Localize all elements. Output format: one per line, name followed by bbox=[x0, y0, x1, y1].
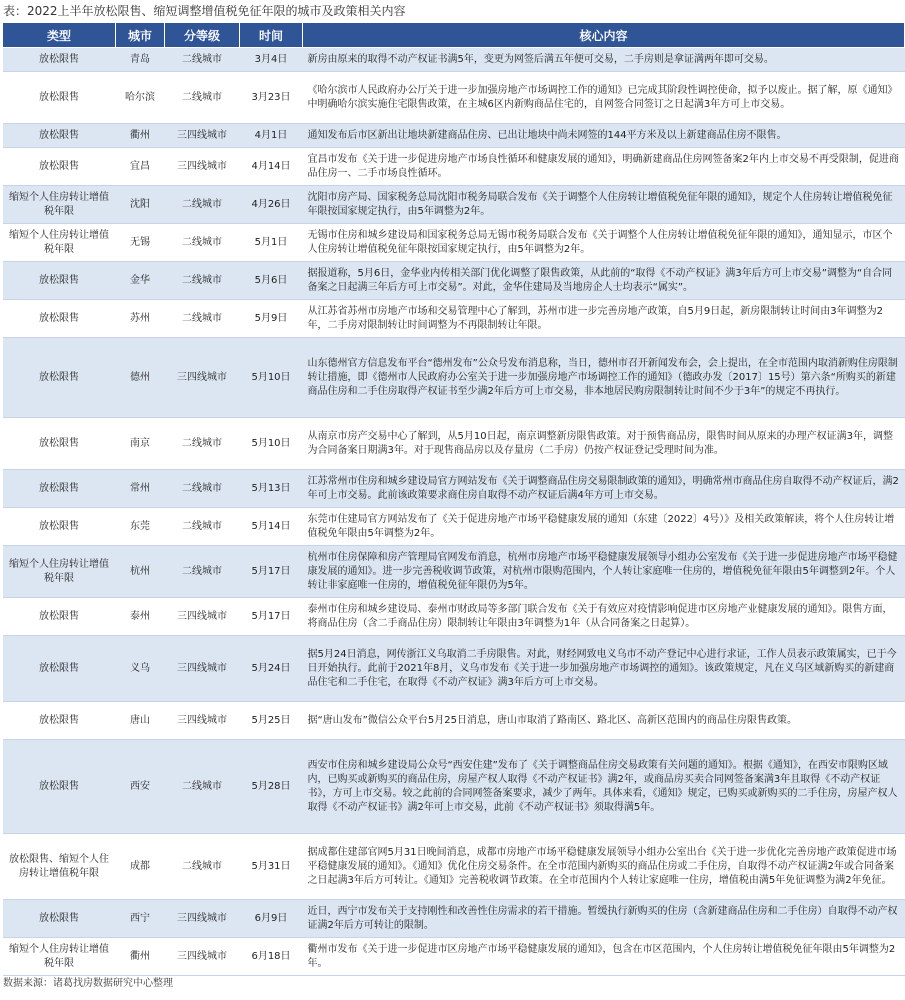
table-row bbox=[3, 338, 905, 418]
cell-type: 放松限售 bbox=[3, 470, 116, 508]
table-row bbox=[3, 636, 905, 702]
cell-city: 东莞 bbox=[116, 508, 165, 546]
cell-tier: 二线城市 bbox=[165, 186, 240, 224]
table-row bbox=[3, 300, 905, 338]
table-title: 表：2022上半年放松限售、缩短调整增值税免征年限的城市及政策相关内容 bbox=[3, 4, 406, 18]
cell-type: 缩短个人住房转让增值税年限 bbox=[3, 224, 116, 262]
cell-city: 西安 bbox=[116, 740, 165, 834]
cell-date: 5月13日 bbox=[240, 470, 303, 508]
cell-tier: 三四线城市 bbox=[165, 148, 240, 186]
cell-tier: 二线城市 bbox=[165, 418, 240, 470]
cell-date: 3月23日 bbox=[240, 72, 303, 124]
cell-tier: 三四线城市 bbox=[165, 938, 240, 976]
cell-date: 5月17日 bbox=[240, 598, 303, 636]
cell-date: 5月28日 bbox=[240, 740, 303, 834]
cell-tier: 二线城市 bbox=[165, 508, 240, 546]
cell-content: 宜昌市发布《关于进一步促进房地产市场良性循环和健康发展的通知》，明确新建商品住房网签备案2年内上市交易不再受限制，促进商品住房一、二手市场良性循环。 bbox=[303, 148, 905, 186]
cell-type: 放松限售 bbox=[3, 338, 116, 418]
table-row bbox=[3, 48, 905, 72]
cell-type: 缩短个人住房转让增值税年限 bbox=[3, 938, 116, 976]
cell-date: 5月17日 bbox=[240, 546, 303, 598]
cell-tier: 二线城市 bbox=[165, 834, 240, 900]
cell-tier: 二线城市 bbox=[165, 470, 240, 508]
cell-date: 5月10日 bbox=[240, 418, 303, 470]
table-header-row bbox=[3, 23, 905, 48]
cell-content: 沈阳市房产局、国家税务总局沈阳市税务局联合发布《关于调整个人住房转让增值税免征年限的通知》，规定个人住房转让增值税免征年限按国家规定执行，由5年调整为2年。 bbox=[303, 186, 905, 224]
cell-date: 5月6日 bbox=[240, 262, 303, 300]
cell-date: 5月14日 bbox=[240, 508, 303, 546]
cell-content: 通知发布后市区新出让地块新建商品住房、已出让地块中尚未网签的144平方米及以上新建商品住房不限售。 bbox=[303, 124, 905, 148]
cell-content: 杭州市住房保障和房产管理局官网发布消息，杭州市房地产市场平稳健康发展领导小组办公室发布《关于进一步促进房地产市场平稳健康发展的通知》。进一步完善税收调节政策，对杭州市限购范围内，个人转让家庭唯一住房的，增值税免征年限由5年调整到2年。个人转让非家庭唯一住房的，增值税免征年限仍为5年。 bbox=[303, 546, 905, 598]
cell-tier: 二线城市 bbox=[165, 72, 240, 124]
cell-tier: 二线城市 bbox=[165, 262, 240, 300]
cell-city: 泰州 bbox=[116, 598, 165, 636]
table-row bbox=[3, 124, 905, 148]
cell-city: 沈阳 bbox=[116, 186, 165, 224]
cell-content: 衢州市发布《关于进一步促进市区房地产市场平稳健康发展的通知》，包含在市区范围内，个人住房转让增值税免征年限由5年调整为2年。 bbox=[303, 938, 905, 976]
cell-type: 放松限售 bbox=[3, 900, 116, 938]
cell-content: 近日，西宁市发布关于支持刚性和改善性住房需求的若干措施。暂缓执行新购买的住房（含新建商品住房和二手住房）自取得不动产权证满2年后方可转让的限制。 bbox=[303, 900, 905, 938]
cell-city: 青岛 bbox=[116, 48, 165, 72]
cell-city: 宜昌 bbox=[116, 148, 165, 186]
cell-city: 唐山 bbox=[116, 702, 165, 740]
cell-tier: 二线城市 bbox=[165, 48, 240, 72]
cell-type: 放松限售 bbox=[3, 702, 116, 740]
cell-type: 放松限售 bbox=[3, 262, 116, 300]
cell-date: 4月1日 bbox=[240, 124, 303, 148]
cell-city: 无锡 bbox=[116, 224, 165, 262]
table-body bbox=[3, 48, 905, 976]
cell-content: 从江苏省苏州市房地产市场和交易管理中心了解到，苏州市进一步完善房地产政策，自5月9日起，新房限制转让时间由3年调整为2年，二手房对限制转让时间调整为不再限制转让年限。 bbox=[303, 300, 905, 338]
cell-date: 4月26日 bbox=[240, 186, 303, 224]
cell-type: 放松限售 bbox=[3, 124, 116, 148]
cell-city: 南京 bbox=[116, 418, 165, 470]
cell-type: 放松限售 bbox=[3, 300, 116, 338]
cell-date: 5月9日 bbox=[240, 300, 303, 338]
cell-content: 泰州市住房和城乡建设局、泰州市财政局等多部门联合发布《关于有效应对疫情影响促进市区房地产业健康发展的通知》。限售方面，将商品住房（含二手商品住房）限制转让年限由3年调整为1年（从合同备案之日起算）。 bbox=[303, 598, 905, 636]
cell-type: 放松限售 bbox=[3, 148, 116, 186]
table-row bbox=[3, 186, 905, 224]
table-row bbox=[3, 148, 905, 186]
cell-date: 6月9日 bbox=[240, 900, 303, 938]
cell-content: 据报道称，5月6日，金华业内传相关部门优化调整了限售政策，从此前的“取得《不动产权证》满3年后方可上市交易”调整为“自合同备案之日起满三年后方可上市交易”。对此，金华住建局及当地房企人士均表示“属实”。 bbox=[303, 262, 905, 300]
cell-city: 衢州 bbox=[116, 938, 165, 976]
cell-content: 西安市住房和城乡建设局公众号“西安住建”发布了《关于调整商品住房交易政策有关问题的通知》。根据《通知》，在西安市限购区域内，已购买或新购买的商品住房，房屋产权人取得《不动产权证书》满2年，或商品房买卖合同网签备案满3年且取得《不动产权证书》，方可上市交易。较之此前的合同网签备案要求，减少了两年。具体来看，《通知》规定，已购买或新购买的二手住房，房屋产权人取得《不动产权证书》满2年可上市交易，此前《不动产权证书》须取得满5年。 bbox=[303, 740, 905, 834]
table-row bbox=[3, 900, 905, 938]
cell-city: 德州 bbox=[116, 338, 165, 418]
cell-tier: 三四线城市 bbox=[165, 900, 240, 938]
header-city: 城市 bbox=[116, 23, 165, 48]
cell-tier: 三四线城市 bbox=[165, 598, 240, 636]
cell-content: 东莞市住建局官方网站发布了《关于促进房地产市场平稳健康发展的通知（东建〔2022〕4号）》及相关政策解读，将个人住房转让增值税免年限由5年调整为2年。 bbox=[303, 508, 905, 546]
policy-table bbox=[2, 22, 905, 976]
cell-tier: 三四线城市 bbox=[165, 636, 240, 702]
cell-type: 放松限售 bbox=[3, 418, 116, 470]
cell-type: 放松限售 bbox=[3, 72, 116, 124]
cell-content: 江苏常州市住房和城乡建设局官方网站发布《关于调整商品住房交易限制政策的通知》，明确常州市商品住房自取得不动产权证后，满2年可上市交易。此前该政策要求商住房自取得不动产权证后满4年方可上市交易。 bbox=[303, 470, 905, 508]
table-row bbox=[3, 546, 905, 598]
cell-city: 衢州 bbox=[116, 124, 165, 148]
cell-city: 金华 bbox=[116, 262, 165, 300]
cell-type: 放松限售 bbox=[3, 636, 116, 702]
cell-date: 4月14日 bbox=[240, 148, 303, 186]
cell-content: 《哈尔滨市人民政府办公厅关于进一步加强房地产市场调控工作的通知》已完成其阶段性调控使命，拟予以废止。据了解，原《通知》中明确哈尔滨实施住宅限售政策，在主城6区内新购商品住宅的，自网签合同签订之日起满3年方可上市交易。 bbox=[303, 72, 905, 124]
cell-date: 5月10日 bbox=[240, 338, 303, 418]
cell-type: 缩短个人住房转让增值税年限 bbox=[3, 186, 116, 224]
cell-content: 从南京市房产交易中心了解到，从5月10日起，南京调整新房限售政策。对于预售商品房，限售时间从原来的办理产权证满3年，调整为合同备案日期满3年。对于现售商品房以及存量房（二手房）仍按产权证登记受理时间为准。 bbox=[303, 418, 905, 470]
cell-type: 放松限售、缩短个人住房转让增值税年限 bbox=[3, 834, 116, 900]
cell-type: 放松限售 bbox=[3, 598, 116, 636]
cell-city: 义乌 bbox=[116, 636, 165, 702]
cell-content: 据“唐山发布”微信公众平台5月25日消息，唐山市取消了路南区、路北区、高新区范围内的商品住房限售政策。 bbox=[303, 702, 905, 740]
cell-city: 哈尔滨 bbox=[116, 72, 165, 124]
cell-city: 杭州 bbox=[116, 546, 165, 598]
cell-city: 常州 bbox=[116, 470, 165, 508]
table-row bbox=[3, 224, 905, 262]
cell-date: 5月1日 bbox=[240, 224, 303, 262]
table-row bbox=[3, 834, 905, 900]
data-source-note: 数据来源：诸葛找房数据研究中心整理 bbox=[3, 978, 173, 989]
cell-city: 西宁 bbox=[116, 900, 165, 938]
cell-city: 成都 bbox=[116, 834, 165, 900]
cell-date: 3月4日 bbox=[240, 48, 303, 72]
table-row bbox=[3, 740, 905, 834]
header-tier: 分等级 bbox=[165, 23, 240, 48]
table-row bbox=[3, 262, 905, 300]
cell-type: 放松限售 bbox=[3, 48, 116, 72]
cell-content: 据5月24日消息，网传浙江义乌取消二手房限售。对此，财经网致电义乌市不动产登记中心进行求证，工作人员表示政策属实，已于今日开始执行。此前于2021年8月，义乌市发布《关于进一步加强房地产市场调控的通知》。该政策规定，凡在义乌区域新购买的新建商品住宅和二手住宅，在取得《不动产权证》满3年后方可上市交易。 bbox=[303, 636, 905, 702]
table-row bbox=[3, 508, 905, 546]
table-row bbox=[3, 938, 905, 976]
cell-date: 5月31日 bbox=[240, 834, 303, 900]
cell-tier: 二线城市 bbox=[165, 224, 240, 262]
header-type: 类型 bbox=[3, 23, 116, 48]
header-content: 核心内容 bbox=[303, 23, 905, 48]
cell-type: 放松限售 bbox=[3, 508, 116, 546]
cell-content: 无锡市住房和城乡建设局和国家税务总局无锡市税务局联合发布《关于调整个人住房转让增值税免征年限的通知》，通知显示，市区个人住房转让增值税免征年限按国家规定执行，由5年调整为2年。 bbox=[303, 224, 905, 262]
cell-tier: 三四线城市 bbox=[165, 702, 240, 740]
table-row bbox=[3, 418, 905, 470]
table-row bbox=[3, 598, 905, 636]
cell-tier: 二线城市 bbox=[165, 546, 240, 598]
cell-type: 缩短个人住房转让增值税年限 bbox=[3, 546, 116, 598]
cell-date: 6月18日 bbox=[240, 938, 303, 976]
header-date: 时间 bbox=[240, 23, 303, 48]
cell-type: 放松限售 bbox=[3, 740, 116, 834]
table-row bbox=[3, 72, 905, 124]
cell-tier: 三四线城市 bbox=[165, 124, 240, 148]
cell-content: 新房由原来的取得不动产权证书满5年，变更为网签后满五年便可交易，二手房则是拿证满两年即可交易。 bbox=[303, 48, 905, 72]
cell-date: 5月24日 bbox=[240, 636, 303, 702]
cell-date: 5月25日 bbox=[240, 702, 303, 740]
table-row bbox=[3, 470, 905, 508]
cell-content: 据成都住建部官网5月31日晚间消息，成都市房地产市场平稳健康发展领导小组办公室出台《关于进一步优化完善房地产政策促进市场平稳健康发展的通知》。《通知》优化住房交易条件。在全市范围内新购买的商品住房或二手住房，自取得不动产权证满2年或合同备案之日起满3年后方可转让。《通知》完善税收调节政策。在全市范围内个人转让家庭唯一住房，增值税由满5年免征调整为满2年免征。 bbox=[303, 834, 905, 900]
cell-tier: 二线城市 bbox=[165, 300, 240, 338]
cell-content: 山东德州官方信息发布平台“德州发布”公众号发布消息称，当日，德州市召开新闻发布会，会上提出，在全市范围内取消新购住房限制转让措施，即《德州市人民政府办公室关于进一步加强房地产市场调控工作的通知》（德政办发〔2017〕15号）第六条“所购买的新建商品住房和二手住房取得产权证书至少满2年后方可上市交易，非本地居民购房限制转让时间不少于3年”的规定不再执行。 bbox=[303, 338, 905, 418]
cell-city: 苏州 bbox=[116, 300, 165, 338]
table-row bbox=[3, 702, 905, 740]
cell-tier: 二线城市 bbox=[165, 740, 240, 834]
cell-tier: 三四线城市 bbox=[165, 338, 240, 418]
